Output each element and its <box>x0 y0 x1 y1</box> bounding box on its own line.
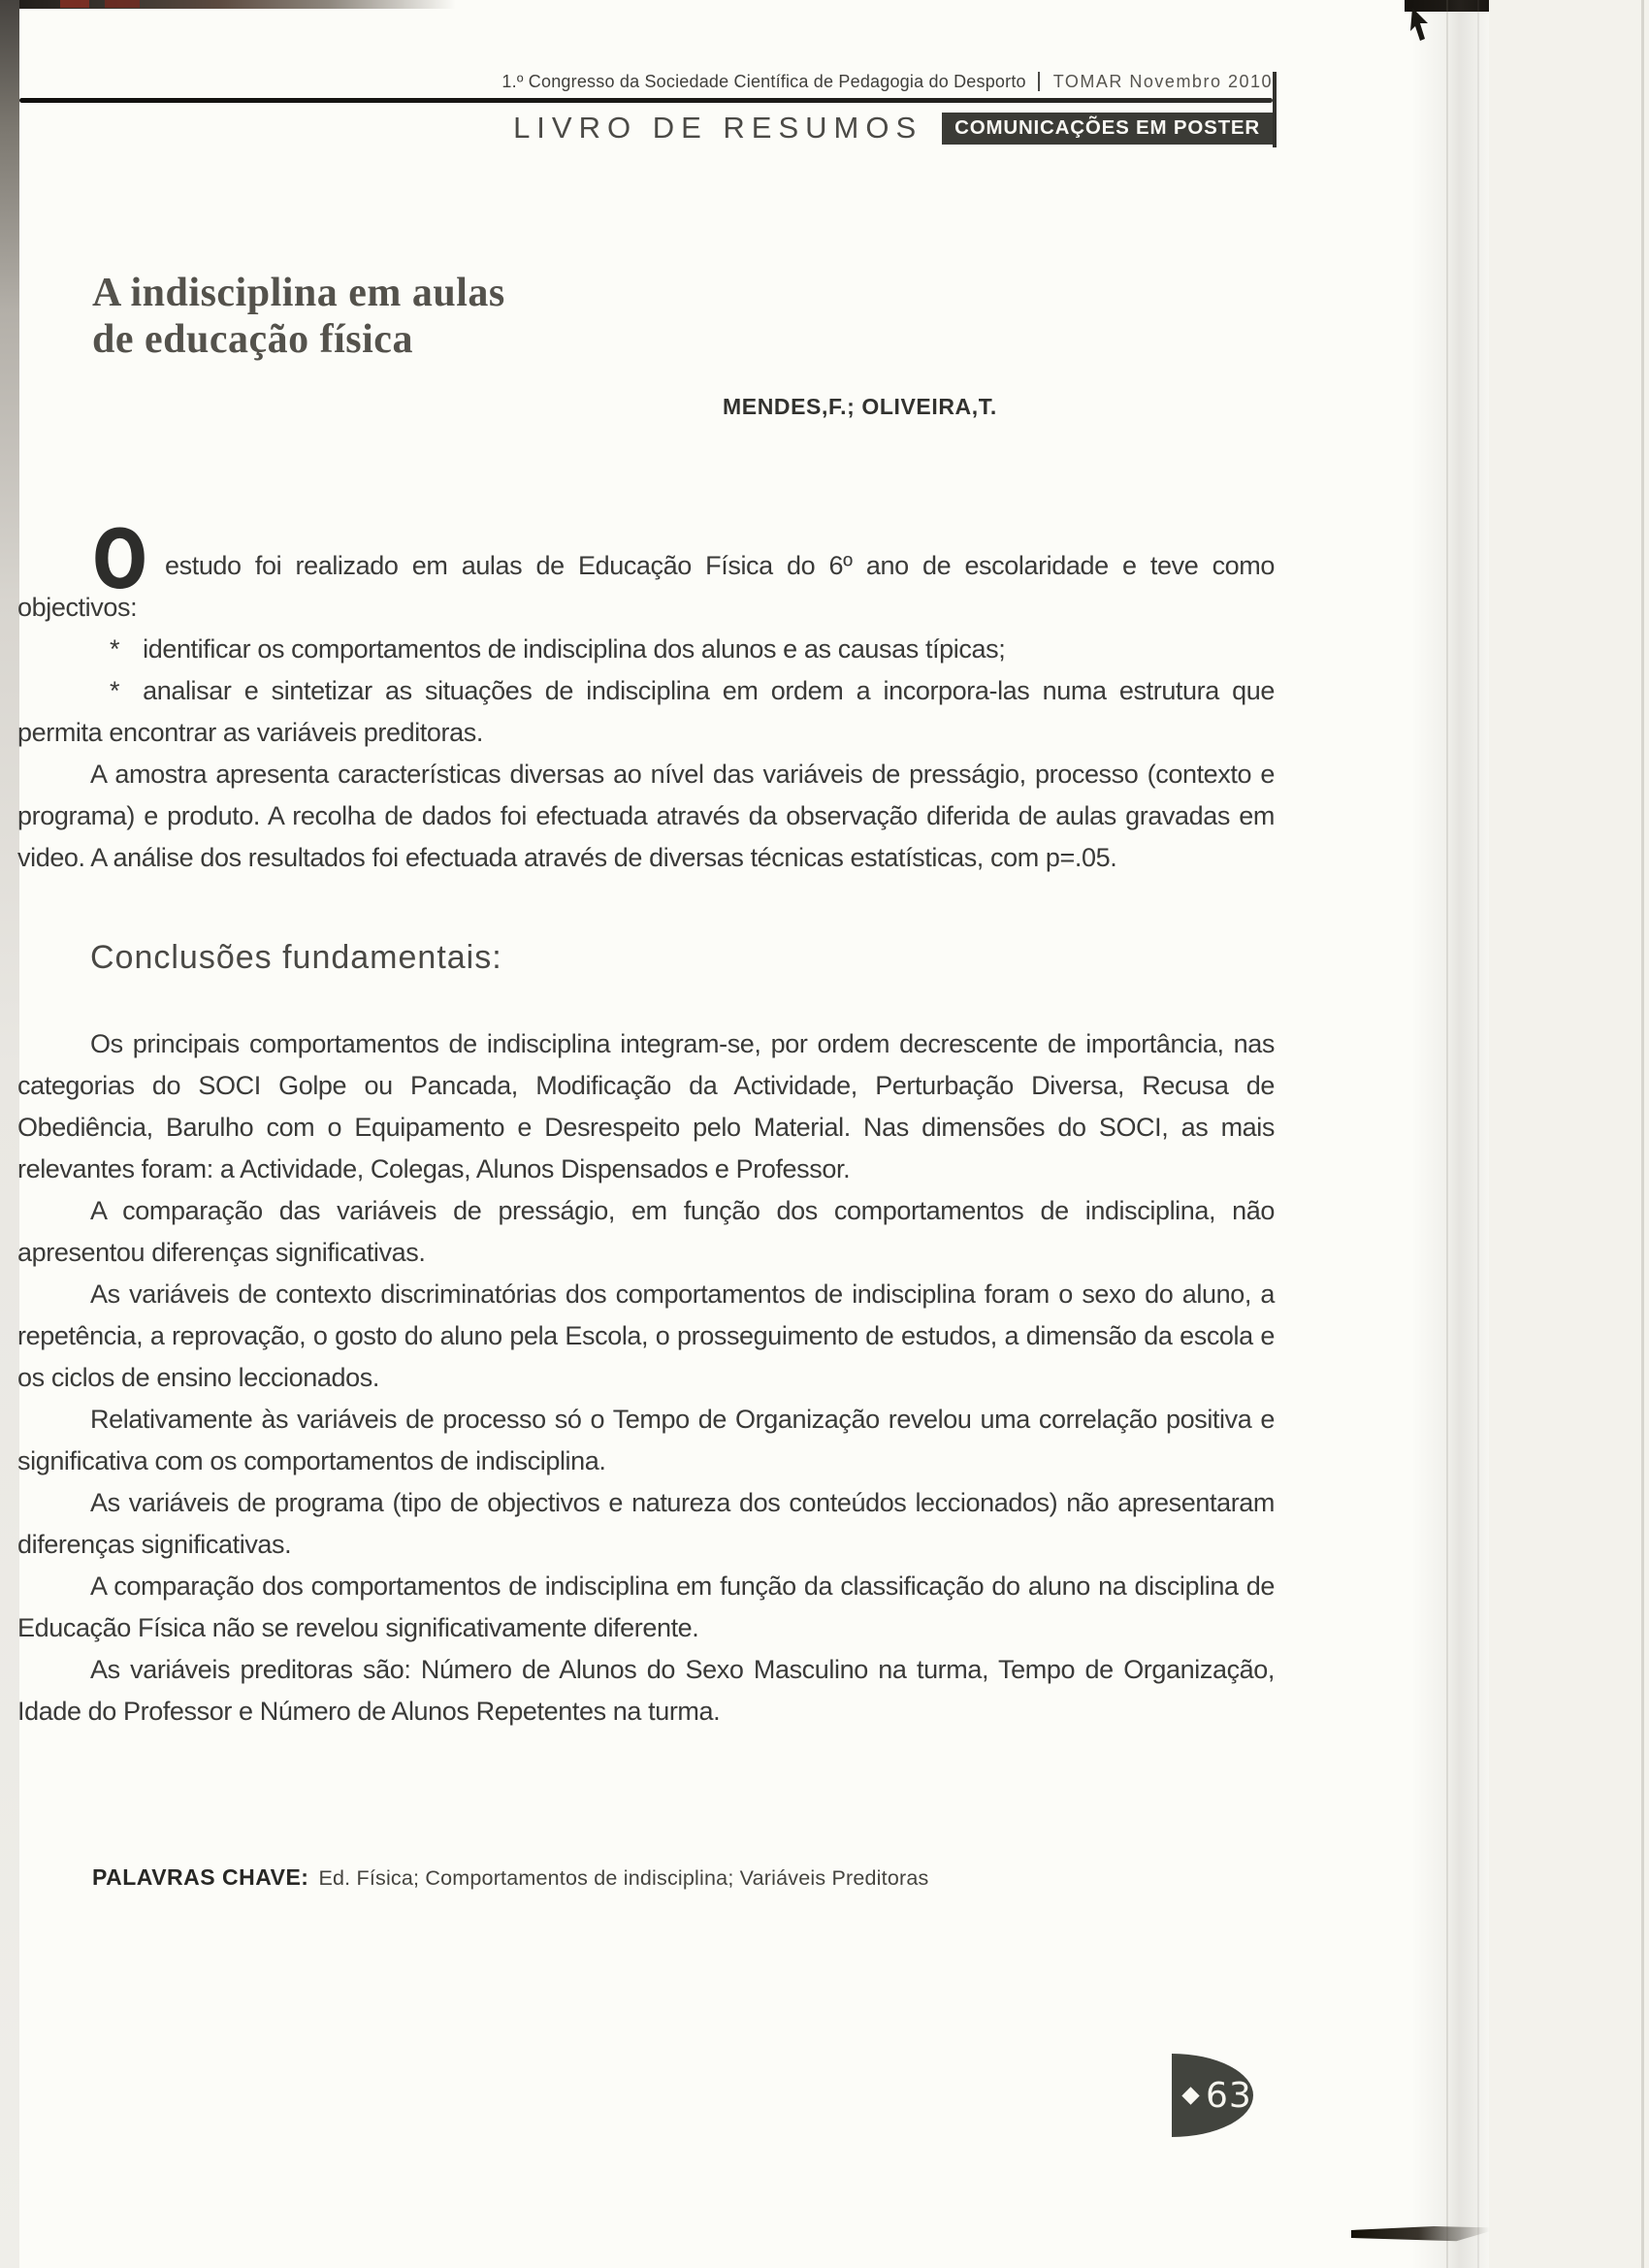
objective-text: identificar os comportamentos de indisciplina dos alunos e as causas típicas; <box>143 634 1006 664</box>
header-congress-line <box>19 72 1273 92</box>
page-number: 63 <box>1206 2075 1252 2116</box>
scan-red-mark <box>105 0 140 8</box>
dropcap-box <box>17 511 165 607</box>
congress-venue-date: TOMAR Novembro 2010 <box>1038 72 1273 91</box>
header-edge-tick <box>1273 72 1277 147</box>
header-rule <box>19 98 1273 103</box>
conclusion-paragraph: As variáveis de programa (tipo de objectivos e natureza dos conteúdos leccionados) não apresentaram diferenças significativas. <box>17 1488 1275 1559</box>
page-number-badge <box>1172 2054 1253 2137</box>
objective-item <box>17 629 1275 670</box>
article-title <box>92 270 505 363</box>
bullet-marker: * <box>110 676 120 705</box>
scan-left-edge-shadow <box>0 0 19 2268</box>
conclusion-paragraph: Relativamente às variáveis de processo só o Tempo de Organização revelou uma correlação positiva e significativa com os comportamentos de indisciplina. <box>17 1405 1275 1475</box>
conclusion-paragraph: As variáveis preditoras são: Número de Alunos do Sexo Masculino na turma, Tempo de Organização, Idade do Professor e Número de Alunos Repetentes na turma. <box>17 1655 1275 1726</box>
conclusion-paragraph: A comparação dos comportamentos de indisciplina em função da classificação do aluno na disciplina de Educação Física não se revelou significativamente diferente. <box>17 1571 1275 1642</box>
adjacent-page-edge <box>1489 0 1649 2268</box>
objective-item <box>17 670 1275 754</box>
article-title-line1: A indisciplina em aulas <box>92 271 505 316</box>
conclusions-heading: Conclusões fundamentais: <box>90 939 502 976</box>
method-paragraph: A amostra apresenta características diversas ao nível das variáveis de presságio, processo (contexto e programa) e produto. A recolha de dados foi efectuada através da observação diferida de aulas gravadas em video. A análise dos resultados foi efectuada através de diversas técnicas estatísticas, com p=.05. <box>17 760 1275 872</box>
bullet-marker: * <box>110 634 120 664</box>
dropcap-letter: O <box>92 511 147 607</box>
scan-red-mark <box>60 0 89 8</box>
page-edge-line <box>1446 0 1448 2268</box>
congress-title: 1.º Congresso da Sociedade Científica de Pedagogia do Desporto <box>501 72 1026 91</box>
adjacent-page-edge-line <box>1641 0 1644 2268</box>
conclusion-paragraph: As variáveis de contexto discriminatórias dos comportamentos de indisciplina foram o sexo do aluno, a repetência, a reprovação, o gosto do aluno pela Escola, o prosseguimento de estudos, a dimensão da escola e os ciclos de ensino leccionados. <box>17 1280 1275 1392</box>
diamond-bullet-icon <box>1181 2087 1199 2104</box>
objective-text: analisar e sintetizar as situações de indisciplina em ordem a incorpora-las numa estrutura que permita encontrar as variáveis preditoras. <box>17 676 1275 747</box>
section-badge: COMUNICAÇÕES EM POSTER <box>942 113 1273 145</box>
conclusion-paragraph: Os principais comportamentos de indisciplina integram-se, por ordem decrescente de importância, nas categorias do SOCI Golpe ou Pancada, Modificação da Actividade, Perturbação Diversa, Recusa de Obediência, Barulho com o Equipamento e Desrespeito pelo Material. Nas dimensões do SOCI, as mais relevantes foram: a Actividade, Colegas, Alunos Dispensados e Professor. <box>17 1029 1275 1183</box>
page-header <box>19 72 1273 146</box>
header-second-row <box>19 111 1273 146</box>
abstract-body <box>17 511 1275 1733</box>
scan-artifact-arrow-icon <box>1408 8 1434 45</box>
intro-text: estudo foi realizado em aulas de Educação Física do 6º ano de escolaridade e teve como objectivos: <box>17 551 1275 622</box>
keywords-value: Ed. Física; Comportamentos de indisciplina; Variáveis Preditoras <box>318 1866 929 1890</box>
keywords-label: PALAVRAS CHAVE: <box>92 1864 309 1890</box>
article-title-line2: de educação física <box>92 317 413 363</box>
book-title: LIVRO DE RESUMOS <box>513 111 923 145</box>
conclusion-paragraph: A comparação das variáveis de presságio, em função dos comportamentos de indisciplina, não apresentou diferenças significativas. <box>17 1196 1275 1267</box>
keywords-line <box>92 1864 928 1891</box>
intro-paragraph <box>17 511 1275 629</box>
page-edge-line <box>1477 0 1479 2268</box>
article-authors: MENDES,F.; OLIVEIRA,T. <box>723 394 997 419</box>
